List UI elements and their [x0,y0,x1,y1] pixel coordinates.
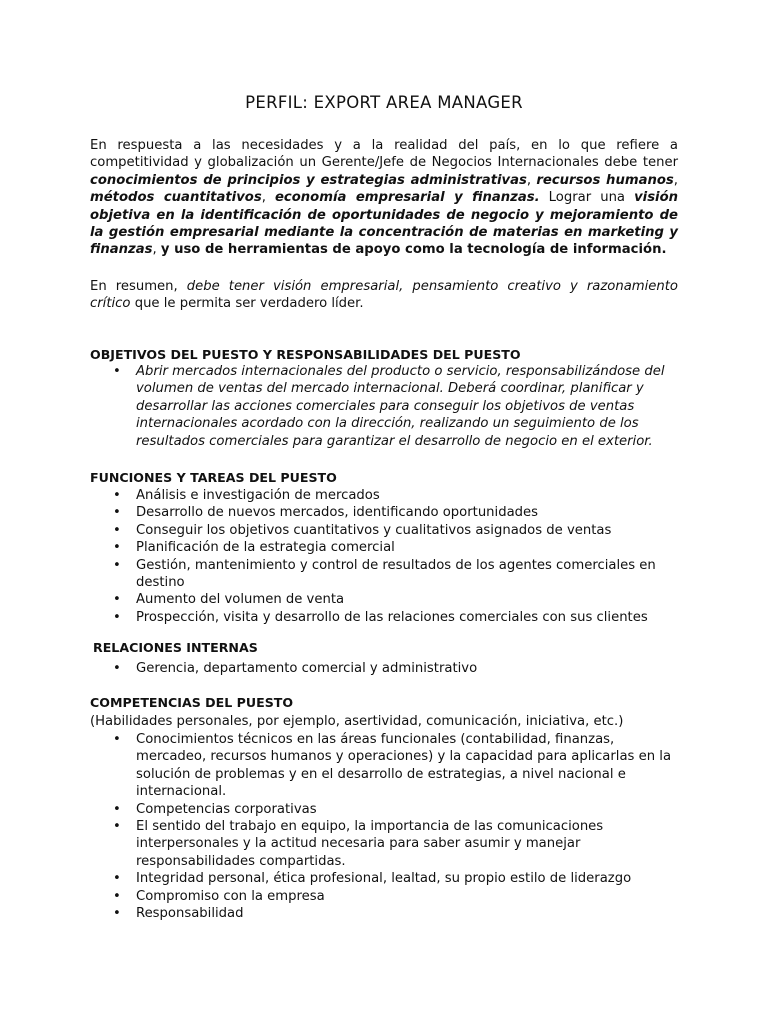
intro-emphasis-4: economía empresarial y finanzas. [274,190,540,206]
bullet-icon: • [113,888,121,904]
summary-text-1: En resumen, [90,279,187,294]
list-item-text: Conseguir los objetivos cuantitativos y cualitativos asignados de ventas [136,522,612,538]
objectives-list [90,363,680,450]
list-item [90,522,680,539]
bullet-icon: • [113,801,121,817]
intro-text-3: , [673,172,678,188]
list-item [90,539,680,556]
list-item [90,888,680,905]
list-item [90,557,680,592]
bullet-icon: • [113,871,121,887]
list-item [90,905,680,922]
summary-paragraph [90,278,678,313]
list-item-text: Integridad personal, ética profesional, lealtad, su propio estilo de liderazgo [136,871,632,887]
list-item-text: Análisis e investigación de mercados [136,488,380,503]
list-item-text: Gerencia, departamento comercial y administrativo [136,661,478,676]
intro-emphasis-1: conocimientos de principios y estrategias administrativas [90,172,527,188]
competencies-heading: COMPETENCIAS DEL PUESTO [90,695,294,710]
list-item-text: Desarrollo de nuevos mercados, identificando oportunidades [136,505,539,521]
intro-emphasis-5: visión objetiva en la identificación de oportunidades de negocio y mejoramiento de la gestión empresarial mediante la concentración de materias en marketing y finanzas [90,190,679,258]
summary-emphasis: debe tener visión empresarial, pensamiento creativo y razonamiento crítico [90,279,679,312]
list-item-text: Responsabilidad [136,906,244,922]
bullet-icon: • [113,557,121,573]
intro-emphasis-3: métodos cuantitativos [90,190,262,206]
list-item-text: Conocimientos técnicos en las áreas funcionales (contabilidad, finanzas, mercadeo, recursos humanos y operaciones) y la capacidad para aplicarlas en la solución de problemas y en el desarrollo de estrategias, a nivel nacional e internacional. [136,732,672,800]
competencies-list [90,731,680,922]
intro-text-4: , [261,190,275,206]
intro-paragraph [90,137,678,259]
competencies-subtitle: (Habilidades personales, por ejemplo, asertividad, comunicación, iniciativa, etc.) [90,714,624,729]
summary-text-2: que le permita ser verdadero líder. [130,296,364,312]
intro-emphasis-6: y uso de herramientas de apoyo como la tecnología de información. [160,242,667,258]
list-item-text: Competencias corporativas [136,801,317,817]
internal-relations-heading: RELACIONES INTERNAS [93,640,258,655]
bullet-icon: • [113,732,121,747]
list-item-text: Gestión, mantenimiento y control de resultados de los agentes comerciales en destino [136,557,656,591]
bullet-icon: • [113,609,121,625]
bullet-icon: • [113,505,121,521]
objectives-heading: OBJETIVOS DEL PUESTO Y RESPONSABILIDADES DEL PUESTO [90,347,521,362]
intro-text-6: , [152,242,161,258]
internal-relations-list [90,660,680,677]
intro-text-1: En respuesta a las necesidades y a la realidad del país, en lo que refiere a competitividad y globalización un Gerente/Jefe de Negocios Internacionales debe tener [90,138,678,171]
page-title: PERFIL: EXPORT AREA MANAGER [245,93,523,112]
list-item-text: Compromiso con la empresa [136,888,325,904]
list-item-text: Planificación de la estrategia comercial [136,540,395,556]
list-item [90,801,680,818]
list-item-text: Aumento del volumen de venta [136,592,345,608]
bullet-icon: • [113,819,121,835]
functions-list [90,487,680,626]
list-item [90,504,680,521]
bullet-icon: • [113,522,121,538]
intro-text-2: , [526,172,537,188]
list-item [90,591,680,608]
bullet-icon: • [113,364,121,379]
bullet-icon: • [113,592,121,608]
list-item [90,818,680,870]
list-item [90,363,680,450]
list-item [90,609,680,626]
list-item [90,731,680,801]
list-item [90,870,680,887]
list-item-text: Abrir mercados internacionales del producto o servicio, responsabilizándose del volumen de ventas del mercado internacional. Deberá coordinar, planificar y desarrollar las acciones comerciales para conseguir los objetivos de ventas internacionales acordado con la dirección, realizando un seguimiento de los resultados comerciales para garantizar el desarrollo de negocio en el exterior. [136,364,665,449]
bullet-icon: • [113,488,121,503]
bullet-icon: • [113,906,121,922]
intro-emphasis-2: recursos humanos [536,172,674,188]
intro-text-5: Lograr una [539,190,635,206]
bullet-icon: • [113,540,121,556]
list-item-text: El sentido del trabajo en equipo, la importancia de las comunicaciones interpersonales y la actitud necesaria para saber asumir y manejar responsabilidades compartidas. [136,819,604,869]
bullet-icon: • [113,661,121,676]
list-item [90,660,680,677]
list-item [90,487,680,504]
functions-heading: FUNCIONES Y TAREAS DEL PUESTO [90,470,337,485]
list-item-text: Prospección, visita y desarrollo de las relaciones comerciales con sus clientes [136,609,648,625]
